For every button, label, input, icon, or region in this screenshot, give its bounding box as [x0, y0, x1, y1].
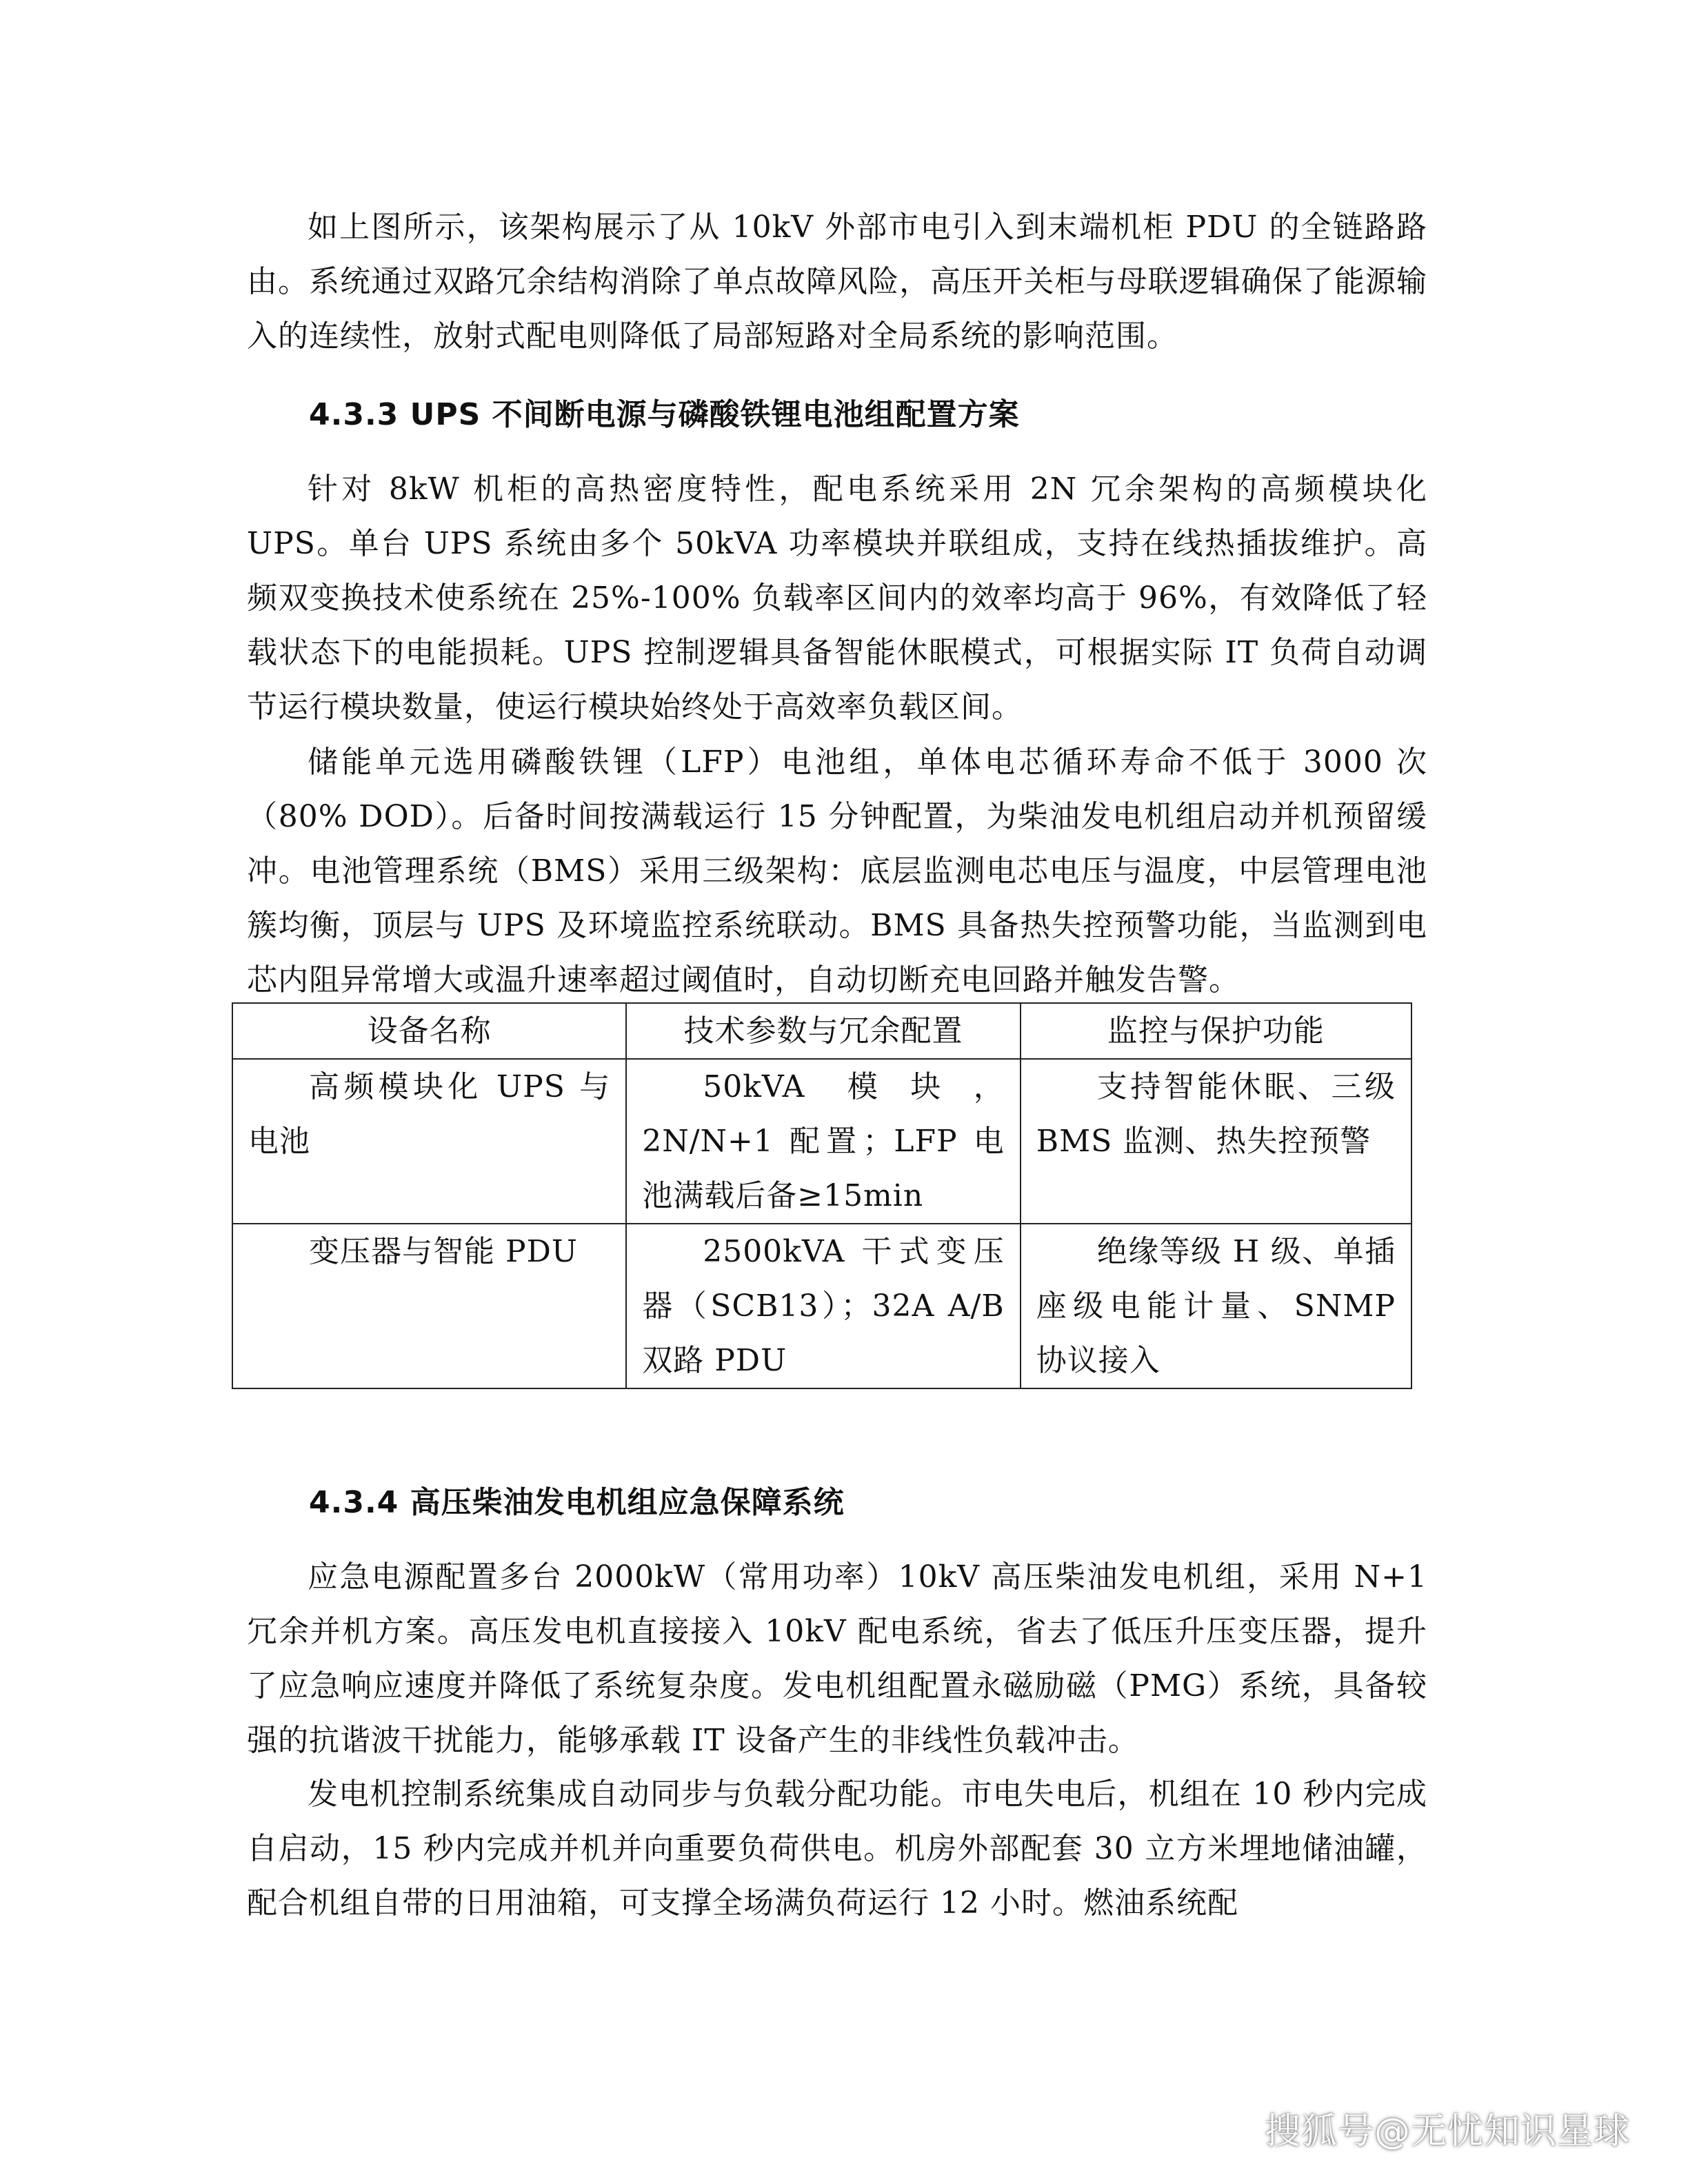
table-row: [232, 1059, 1411, 1224]
table-header-cell: 技术参数与冗余配置: [626, 1003, 1021, 1059]
table-cell-params: 50kVA 模块，2N/N+1 配置；LFP 电池满载后备≥15min: [626, 1059, 1021, 1224]
paragraph-generator-config: 应急电源配置多台 2000kW（常用功率）10kV 高压柴油发电机组，采用 N+1 冗余并机方案。高压发电机直接接入 10kV 配电系统，省去了低压升压变压器，提升了应急响应速度并降低了系统复杂度。发电机组配置永磁励磁（PMG）系统，具备较强的抗谐波干扰能力，能够承载 IT 设备产生的非线性负载冲击。: [247, 1559, 1427, 1758]
equipment-spec-table: [232, 1002, 1412, 1389]
table-cell-device: 变压器与智能 PDU: [232, 1224, 626, 1388]
paragraph-battery-config: 储能单元选用磷酸铁锂（LFP）电池组，单体电芯循环寿命不低于 3000 次（80% DOD）。后备时间按满载运行 15 分钟配置，为柴油发电机组启动并机预留缓冲。电池管理系统（BMS）采用三级架构：底层监测电芯电压与温度，中层管理电池簇均衡，顶层与 UPS 及环境监控系统联动。BMS 具备热失控预警功能，当监测到电芯内阻异常增大或温升速率超过阈值时，自动切断充电回路并触发告警。: [247, 745, 1427, 998]
table-header-cell: 监控与保护功能: [1021, 1003, 1411, 1059]
table-cell-monitoring: 绝缘等级 H 级、单插座级电能计量、SNMP 协议接入: [1021, 1224, 1411, 1388]
paragraph-architecture-summary: 如上图所示，该架构展示了从 10kV 外部市电引入到末端机柜 PDU 的全链路路由。系统通过双路冗余结构消除了单点故障风险，高压开关柜与母联逻辑确保了能源输入的连续性，放射式配电则降低了局部短路对全局系统的影响范围。: [247, 210, 1427, 354]
watermark-text: 搜狐号@无忧知识星球: [1264, 2111, 1630, 2152]
section-heading-4-3-4: 4.3.4 高压柴油发电机组应急保障系统: [309, 1485, 845, 1520]
paragraph-generator-control: 发电机控制系统集成自动同步与负载分配功能。市电失电后，机组在 10 秒内完成自启动，15 秒内完成并机并向重要负荷供电。机房外部配套 30 立方米埋地储油罐，配合机组自带的日用油箱，可支撑全场满负荷运行 12 小时。燃油系统配: [247, 1777, 1427, 1921]
table-cell-monitoring: 支持智能休眠、三级 BMS 监测、热失控预警: [1021, 1059, 1411, 1224]
table-row: [232, 1224, 1411, 1388]
table-cell-params: 2500kVA 干式变压器（SCB13）；32A A/B 双路 PDU: [626, 1224, 1021, 1388]
paragraph-ups-config: 针对 8kW 机柜的高热密度特性，配电系统采用 2N 冗余架构的高频模块化 UPS。单台 UPS 系统由多个 50kVA 功率模块并联组成，支持在线热插拔维护。高频双变换技术使系统在 25%-100% 负载率区间内的效率均高于 96%，有效降低了轻载状态下的电能损耗。UPS 控制逻辑具备智能休眠模式，可根据实际 IT 负荷自动调节运行模块数量，使运行模块始终处于高效率负载区间。: [247, 472, 1427, 725]
table-header-row: [232, 1003, 1411, 1059]
section-heading-4-3-3: 4.3.3 UPS 不间断电源与磷酸铁锂电池组配置方案: [309, 397, 1020, 432]
table-header-cell: 设备名称: [232, 1003, 626, 1059]
table-cell-device: 高频模块化 UPS 与电池: [232, 1059, 626, 1224]
